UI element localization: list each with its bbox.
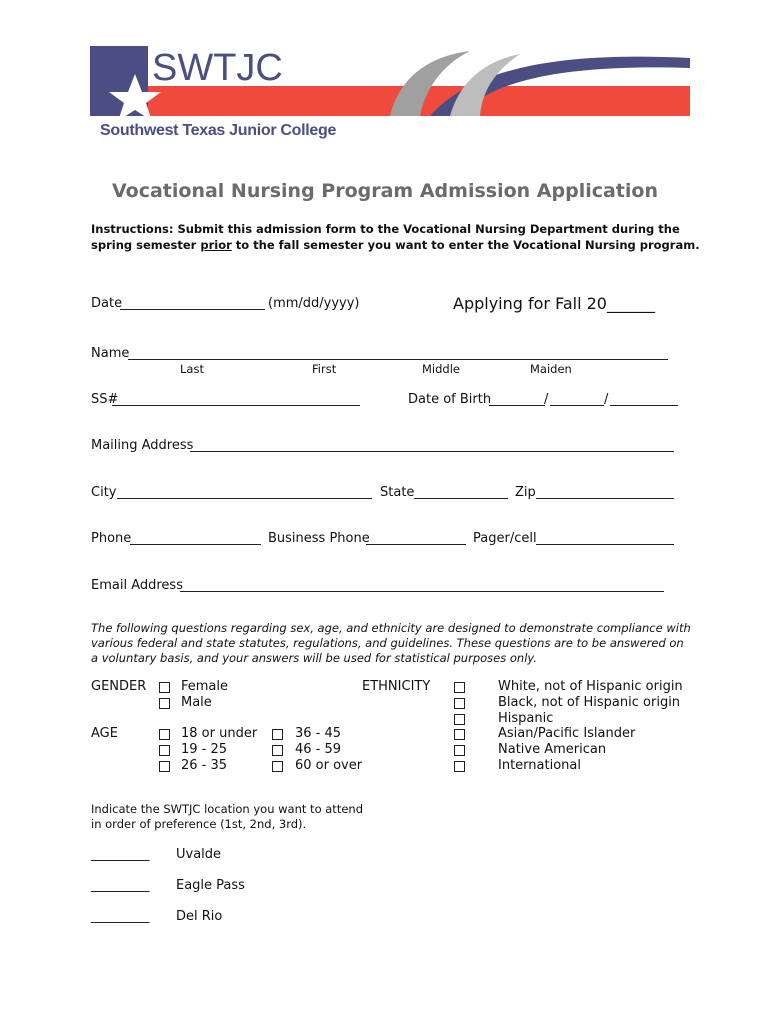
ethnicity-black-checkbox[interactable] [454, 698, 465, 709]
name-part-maiden: Maiden [530, 362, 572, 376]
name-field[interactable] [128, 359, 668, 360]
age-label: AGE [91, 726, 118, 741]
business-phone-field[interactable] [366, 544, 466, 545]
ss-field[interactable] [112, 405, 360, 406]
college-logo [90, 46, 690, 146]
email-field[interactable] [180, 591, 664, 592]
age-26-35-label: 26 - 35 [181, 758, 228, 773]
ethnicity-asian-label: Asian/Pacific Islander [498, 726, 636, 741]
ethnicity-native-american-label: Native American [498, 742, 607, 757]
gender-male-label: Male [181, 695, 212, 710]
age-46-59-label: 46 - 59 [295, 742, 342, 757]
instructions-part1: Instructions: Submit this admission form to the Vocational Nursing Department during the spring semester [91, 222, 680, 252]
age-19-25-label: 19 - 25 [181, 742, 228, 757]
date-label: Date [91, 296, 123, 311]
pager-cell-label: Pager/cell [473, 531, 537, 546]
location-uvalde-rank-field[interactable]: _________ [91, 847, 150, 862]
ethnicity-black-label: Black, not of Hispanic origin [498, 695, 681, 710]
ethnicity-white-label: White, not of Hispanic origin [498, 679, 683, 694]
ethnicity-label: ETHNICITY [362, 679, 431, 694]
ethnicity-hispanic-label: Hispanic [498, 711, 554, 726]
age-19-25-checkbox[interactable] [159, 745, 170, 756]
location-uvalde-label: Uvalde [176, 847, 222, 862]
instructions-part2: to the fall semester you want to enter the Vocational Nursing program. [231, 238, 700, 252]
location-prompt-line2: in order of preference (1st, 2nd, 3rd). [91, 817, 307, 831]
location-del-rio-label: Del Rio [176, 909, 223, 924]
age-60-over-label: 60 or over [295, 758, 363, 773]
location-del-rio-rank-field[interactable]: _________ [91, 909, 150, 924]
gender-label: GENDER [91, 679, 147, 694]
mailing-address-field[interactable] [190, 451, 674, 452]
dob-day-field[interactable] [550, 405, 604, 406]
phone-label: Phone [91, 531, 132, 546]
logo-lettering: SWTJC [152, 47, 283, 89]
dob-label: Date of Birth [408, 392, 492, 407]
name-part-middle: Middle [422, 362, 460, 376]
zip-field[interactable] [536, 498, 674, 499]
gender-female-checkbox[interactable] [159, 682, 170, 693]
college-name: Southwest Texas Junior College [100, 122, 337, 139]
mailing-address-label: Mailing Address [91, 438, 194, 453]
location-prompt-line1: Indicate the SWTJC location you want to attend [91, 802, 363, 816]
ethnicity-asian-checkbox[interactable] [454, 729, 465, 740]
state-label: State [380, 485, 415, 500]
pager-cell-field[interactable] [536, 544, 674, 545]
ethnicity-international-label: International [498, 758, 581, 773]
gender-male-checkbox[interactable] [159, 698, 170, 709]
ss-label: SS# [91, 392, 119, 407]
age-36-45-checkbox[interactable] [272, 729, 283, 740]
page-title: Vocational Nursing Program Admission Application [112, 180, 658, 202]
ethnicity-international-checkbox[interactable] [454, 761, 465, 772]
instructions [91, 221, 711, 253]
location-eagle-pass-label: Eagle Pass [176, 878, 245, 893]
age-60-over-checkbox[interactable] [272, 761, 283, 772]
email-label: Email Address [91, 578, 183, 593]
name-part-first: First [312, 362, 337, 376]
dob-separator-1: / [544, 392, 549, 407]
dob-year-field[interactable] [610, 405, 678, 406]
age-18-under-checkbox[interactable] [159, 729, 170, 740]
ethnicity-white-checkbox[interactable] [454, 682, 465, 693]
location-eagle-pass-rank-field[interactable]: _________ [91, 878, 150, 893]
age-46-59-checkbox[interactable] [272, 745, 283, 756]
date-field[interactable] [120, 309, 265, 310]
name-label: Name [91, 346, 130, 361]
city-label: City [91, 485, 117, 500]
ethnicity-native-american-checkbox[interactable] [454, 745, 465, 756]
age-36-45-label: 36 - 45 [295, 726, 342, 741]
state-field[interactable] [414, 498, 508, 499]
gender-female-label: Female [181, 679, 229, 694]
zip-label: Zip [515, 485, 536, 500]
city-field[interactable] [117, 498, 372, 499]
dob-separator-2: / [604, 392, 609, 407]
ethnicity-hispanic-checkbox[interactable] [454, 714, 465, 725]
phone-field[interactable] [130, 544, 261, 545]
applying-fall-label[interactable]: Applying for Fall 20______ [453, 294, 655, 313]
date-format-label: (mm/dd/yyyy) [268, 296, 360, 311]
instructions-emphasis: prior [200, 238, 232, 252]
business-phone-label: Business Phone [268, 531, 370, 546]
age-18-under-label: 18 or under [181, 726, 258, 741]
dob-month-field[interactable] [489, 405, 545, 406]
name-part-last: Last [180, 362, 204, 376]
disclaimer: The following questions regarding sex, age, and ethnicity are designed to demonstrate compliance with various federal and state statutes, regulations, and guidelines. These questions are to be answered on a voluntary basis, and your answers will be used for statistical purposes only. [91, 621, 691, 665]
age-26-35-checkbox[interactable] [159, 761, 170, 772]
